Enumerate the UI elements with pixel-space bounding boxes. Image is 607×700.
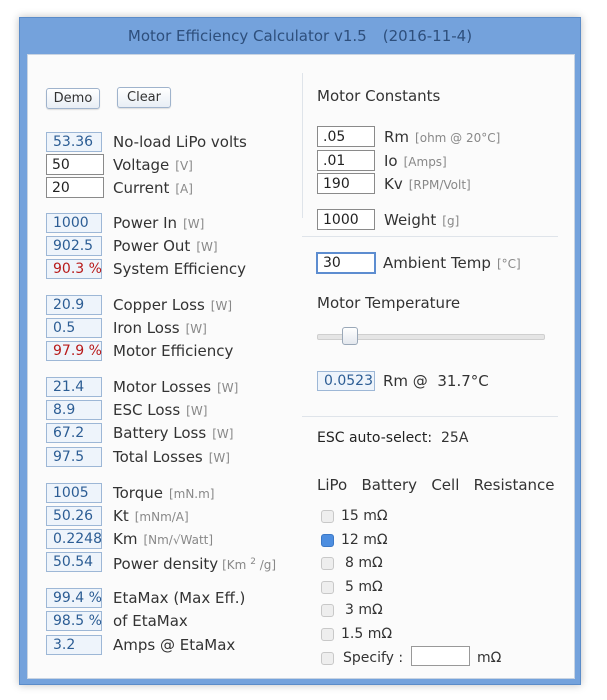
power-density-label: Power density [Km $^2$ /g] (113, 555, 277, 573)
weight-input[interactable] (317, 209, 375, 230)
battery-loss-unit: [W] (212, 427, 234, 441)
kt-unit: [mNm/A] (134, 510, 189, 524)
kt-label: Kt [mNm/A] (113, 507, 189, 525)
motor-temp-value: 31.7°C (437, 372, 489, 390)
amps-etamax-label: Amps @ EtaMax (113, 636, 236, 654)
kv-unit: [RPM/Volt] (408, 178, 471, 192)
voltage-unit: [V] (175, 159, 193, 173)
lipo-volts-label: No-load LiPo volts (113, 133, 247, 151)
column-divider (302, 73, 303, 218)
esc-loss-label: ESC Loss [W] (113, 401, 208, 419)
copper-loss-output: 20.9 (46, 295, 102, 315)
demo-button[interactable]: Demo (46, 88, 100, 109)
power-out-unit: [W] (196, 240, 218, 254)
current-input[interactable] (46, 177, 104, 198)
power-in-unit: [W] (183, 217, 205, 231)
window-date: (2016-11-4) (382, 27, 473, 45)
cell-resistance-heading: LiPo Battery Cell Resistance (317, 476, 555, 494)
esc-auto-select-value: 25A (441, 430, 469, 446)
rm-label: Rm [ohm @ 20°C] (384, 128, 501, 146)
total-losses-label: Total Losses [W] (113, 448, 230, 466)
weight-label: Weight [g] (384, 211, 460, 229)
radio-resistance-option[interactable] (321, 534, 334, 547)
weight-unit: [g] (442, 214, 460, 228)
motor-losses-unit: [W] (217, 381, 239, 395)
amps-etamax-output: 3.2 (46, 635, 102, 655)
power-out-output: 902.5 (46, 236, 102, 256)
iron-loss-output: 0.5 (46, 318, 102, 338)
calculator-window (19, 17, 581, 685)
motor-constants-heading: Motor Constants (317, 87, 441, 105)
temperature-divider (302, 416, 558, 417)
motor-losses-output: 21.4 (46, 377, 102, 397)
radio-resistance-option[interactable] (321, 581, 334, 594)
kv-input[interactable] (317, 173, 375, 194)
system-efficiency-output: 90.3 % (46, 259, 102, 279)
io-label: Io [Amps] (384, 152, 447, 170)
clear-button[interactable]: Clear (117, 87, 171, 108)
motor-efficiency-output: 97.9 % (46, 341, 102, 361)
torque-label: Torque [mN.m] (113, 484, 215, 502)
io-input[interactable] (317, 150, 375, 171)
specify-input[interactable] (411, 646, 470, 666)
kt-output: 50.26 (46, 506, 102, 526)
power-in-label: Power In [W] (113, 214, 205, 232)
ambient-temp-label: Ambient Temp [°C] (383, 254, 521, 272)
radio-specify[interactable] (321, 652, 334, 665)
total-losses-unit: [W] (208, 451, 230, 465)
radio-resistance-option[interactable] (321, 604, 334, 617)
resistance-option-label: 3 mΩ (345, 602, 383, 618)
resistance-option-label: 12 mΩ (341, 532, 388, 548)
copper-loss-unit: [W] (210, 299, 232, 313)
radio-resistance-option[interactable] (321, 557, 334, 570)
of-etamax-output: 98.5 % (46, 611, 102, 631)
kv-label: Kv [RPM/Volt] (384, 175, 471, 193)
motor-temperature-heading: Motor Temperature (317, 294, 461, 312)
esc-loss-unit: [W] (186, 404, 208, 418)
km-label: Km [Nm/√Watt] (113, 530, 214, 548)
km-unit: [Nm/√Watt] (143, 533, 214, 547)
esc-loss-output: 8.9 (46, 400, 102, 420)
resistance-option-label: 15 mΩ (341, 508, 388, 524)
total-losses-output: 97.5 (46, 447, 102, 467)
motor-losses-label: Motor Losses [W] (113, 378, 239, 396)
constants-divider (302, 236, 558, 237)
iron-loss-unit: [W] (185, 322, 207, 336)
motor-efficiency-label: Motor Efficiency (113, 342, 234, 360)
resistance-option-label: 1.5 mΩ (341, 626, 393, 642)
radio-resistance-option[interactable] (321, 510, 334, 523)
rm-at-temp-label: Rm @ 31.7°C (383, 372, 489, 390)
rm-input[interactable] (317, 126, 375, 147)
battery-loss-output: 67.2 (46, 423, 102, 443)
iron-loss-label: Iron Loss [W] (113, 319, 207, 337)
power-out-label: Power Out [W] (113, 237, 218, 255)
ambient-temp-unit: [°C] (496, 257, 521, 271)
system-efficiency-label: System Efficiency (113, 260, 246, 278)
current-unit: [A] (175, 182, 193, 196)
power-density-output: 50.54 (46, 552, 102, 572)
lipo-volts-output: 53.36 (46, 132, 102, 152)
copper-loss-label: Copper Loss [W] (113, 296, 232, 314)
battery-loss-label: Battery Loss [W] (113, 424, 234, 442)
voltage-input[interactable] (46, 154, 104, 175)
torque-unit: [mN.m] (168, 487, 215, 501)
motor-temp-slider-thumb[interactable] (342, 327, 358, 345)
specify-label: Specify : (343, 650, 404, 666)
km-output: 0.2248 (46, 529, 102, 549)
window-title-bar (20, 18, 580, 54)
ambient-temp-input[interactable] (316, 252, 376, 274)
voltage-label: Voltage [V] (113, 156, 193, 174)
content-panel (27, 54, 575, 679)
io-unit: [Amps] (403, 155, 447, 169)
radio-resistance-option[interactable] (321, 628, 334, 641)
current-label: Current [A] (113, 179, 193, 197)
power-in-output: 1000 (46, 213, 102, 233)
rm-unit: [ohm @ 20°C] (415, 131, 501, 145)
etamax-label: EtaMax (Max Eff.) (113, 589, 246, 607)
specify-unit: mΩ (477, 650, 502, 666)
of-etamax-label: of EtaMax (113, 612, 188, 630)
etamax-output: 99.4 % (46, 588, 102, 608)
rm-at-temp-output: 0.0523 (317, 371, 375, 391)
esc-auto-select: ESC auto-select: 25A (317, 430, 469, 446)
power-density-unit: [Km $^2$ /g] (222, 557, 277, 572)
resistance-option-label: 5 mΩ (345, 579, 383, 595)
resistance-option-label: 8 mΩ (345, 555, 383, 571)
window-title: Motor Efficiency Calculator v1.5 (127, 27, 367, 45)
torque-output: 1005 (46, 483, 102, 503)
